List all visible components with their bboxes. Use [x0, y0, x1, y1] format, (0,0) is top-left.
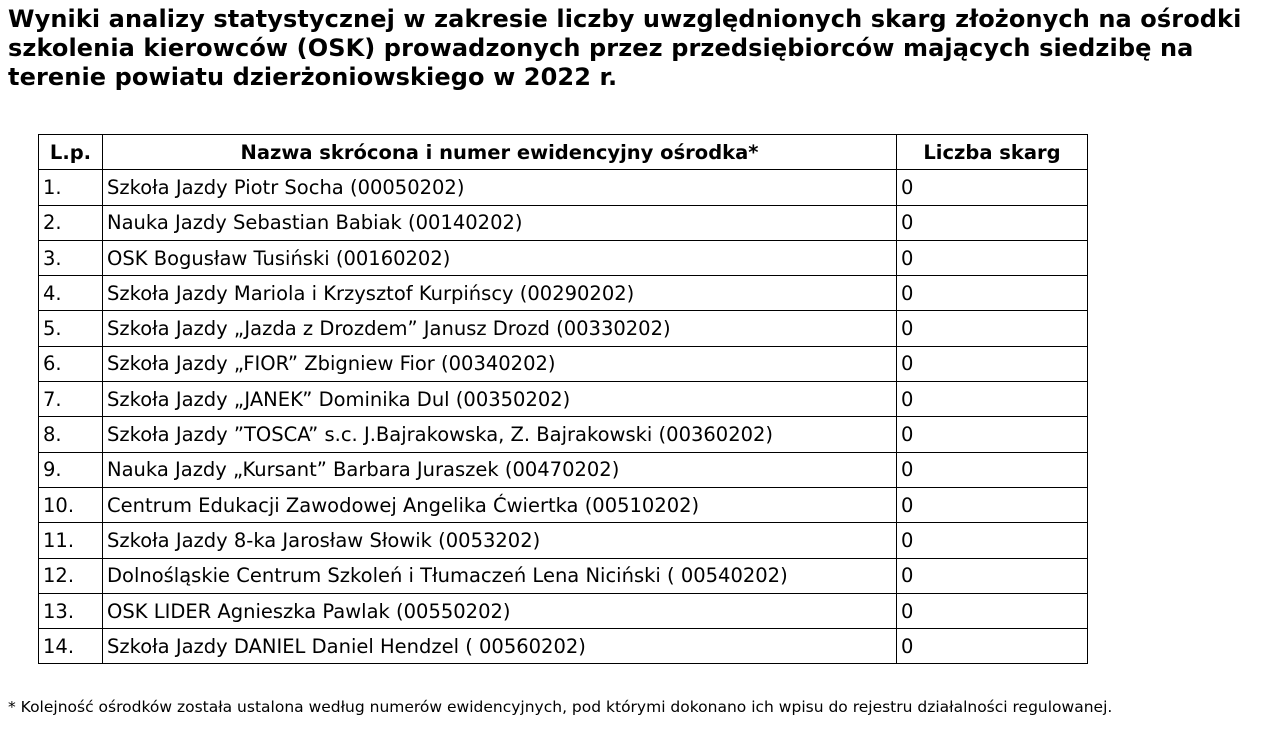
row-lp-cell: 8.	[39, 417, 103, 452]
table-row	[39, 346, 1088, 381]
row-count-cell: 0	[897, 205, 1088, 240]
header-name: Nazwa skrócona i numer ewidencyjny ośrodka*	[103, 135, 897, 170]
row-count-cell: 0	[897, 487, 1088, 522]
table-row	[39, 452, 1088, 487]
row-lp-cell: 9.	[39, 452, 103, 487]
row-count-cell: 0	[897, 558, 1088, 593]
row-name-cell: Szkoła Jazdy „Jazda z Drozdem” Janusz Drozd (00330202)	[103, 311, 897, 346]
row-count-cell: 0	[897, 170, 1088, 205]
row-name-cell: Centrum Edukacji Zawodowej Angelika Ćwiertka (00510202)	[103, 487, 897, 522]
row-name-cell: Szkoła Jazdy Mariola i Krzysztof Kurpińscy (00290202)	[103, 276, 897, 311]
row-lp-cell: 14.	[39, 629, 103, 664]
row-lp-cell: 7.	[39, 382, 103, 417]
table-row	[39, 382, 1088, 417]
row-lp-cell: 3.	[39, 240, 103, 275]
row-count-cell: 0	[897, 523, 1088, 558]
header-count: Liczba skarg	[897, 135, 1088, 170]
table-row	[39, 487, 1088, 522]
row-name-cell: OSK Bogusław Tusiński (00160202)	[103, 240, 897, 275]
row-lp-cell: 2.	[39, 205, 103, 240]
row-name-cell: Szkoła Jazdy „JANEK” Dominika Dul (00350202)	[103, 382, 897, 417]
table-row	[39, 240, 1088, 275]
row-lp-cell: 1.	[39, 170, 103, 205]
table-row	[39, 311, 1088, 346]
row-count-cell: 0	[897, 346, 1088, 381]
row-name-cell: Szkoła Jazdy Piotr Socha (00050202)	[103, 170, 897, 205]
row-count-cell: 0	[897, 629, 1088, 664]
table-body	[39, 170, 1088, 664]
row-lp-cell: 6.	[39, 346, 103, 381]
header-lp: L.p.	[39, 135, 103, 170]
table-row	[39, 170, 1088, 205]
footnote: * Kolejność ośrodków została ustalona według numerów ewidencyjnych, pod którymi dokonano ich wpisu do rejestru działalności regulowanej.	[8, 698, 1113, 716]
row-count-cell: 0	[897, 417, 1088, 452]
row-lp-cell: 12.	[39, 558, 103, 593]
table-row	[39, 276, 1088, 311]
table-header-row	[39, 135, 1088, 170]
row-count-cell: 0	[897, 311, 1088, 346]
row-lp-cell: 11.	[39, 523, 103, 558]
row-count-cell: 0	[897, 276, 1088, 311]
page-title: Wyniki analizy statystycznej w zakresie liczby uwzględnionych skarg złożonych na ośrodki szkolenia kierowców (OSK) prowadzonych przez przedsiębiorców mających siedzibę na terenie powiatu dzierżoniowskiego w 2022 r.	[8, 5, 1242, 91]
row-name-cell: Nauka Jazdy Sebastian Babiak (00140202)	[103, 205, 897, 240]
table-row	[39, 523, 1088, 558]
row-name-cell: Szkoła Jazdy „FIOR” Zbigniew Fior (00340202)	[103, 346, 897, 381]
row-count-cell: 0	[897, 452, 1088, 487]
row-lp-cell: 10.	[39, 487, 103, 522]
row-name-cell: Nauka Jazdy „Kursant” Barbara Juraszek (00470202)	[103, 452, 897, 487]
row-lp-cell: 4.	[39, 276, 103, 311]
row-count-cell: 0	[897, 240, 1088, 275]
row-name-cell: Szkoła Jazdy ”TOSCA” s.c. J.Bajrakowska, Z. Bajrakowski (00360202)	[103, 417, 897, 452]
row-name-cell: Szkoła Jazdy DANIEL Daniel Hendzel ( 00560202)	[103, 629, 897, 664]
row-name-cell: Szkoła Jazdy 8-ka Jarosław Słowik (0053202)	[103, 523, 897, 558]
table-row	[39, 593, 1088, 628]
row-count-cell: 0	[897, 593, 1088, 628]
row-count-cell: 0	[897, 382, 1088, 417]
row-lp-cell: 13.	[39, 593, 103, 628]
table-row	[39, 558, 1088, 593]
osk-complaints-table	[38, 134, 1088, 664]
table-row	[39, 629, 1088, 664]
table-row	[39, 417, 1088, 452]
table-row	[39, 205, 1088, 240]
row-lp-cell: 5.	[39, 311, 103, 346]
row-name-cell: Dolnośląskie Centrum Szkoleń i Tłumaczeń Lena Niciński ( 00540202)	[103, 558, 897, 593]
row-name-cell: OSK LIDER Agnieszka Pawlak (00550202)	[103, 593, 897, 628]
